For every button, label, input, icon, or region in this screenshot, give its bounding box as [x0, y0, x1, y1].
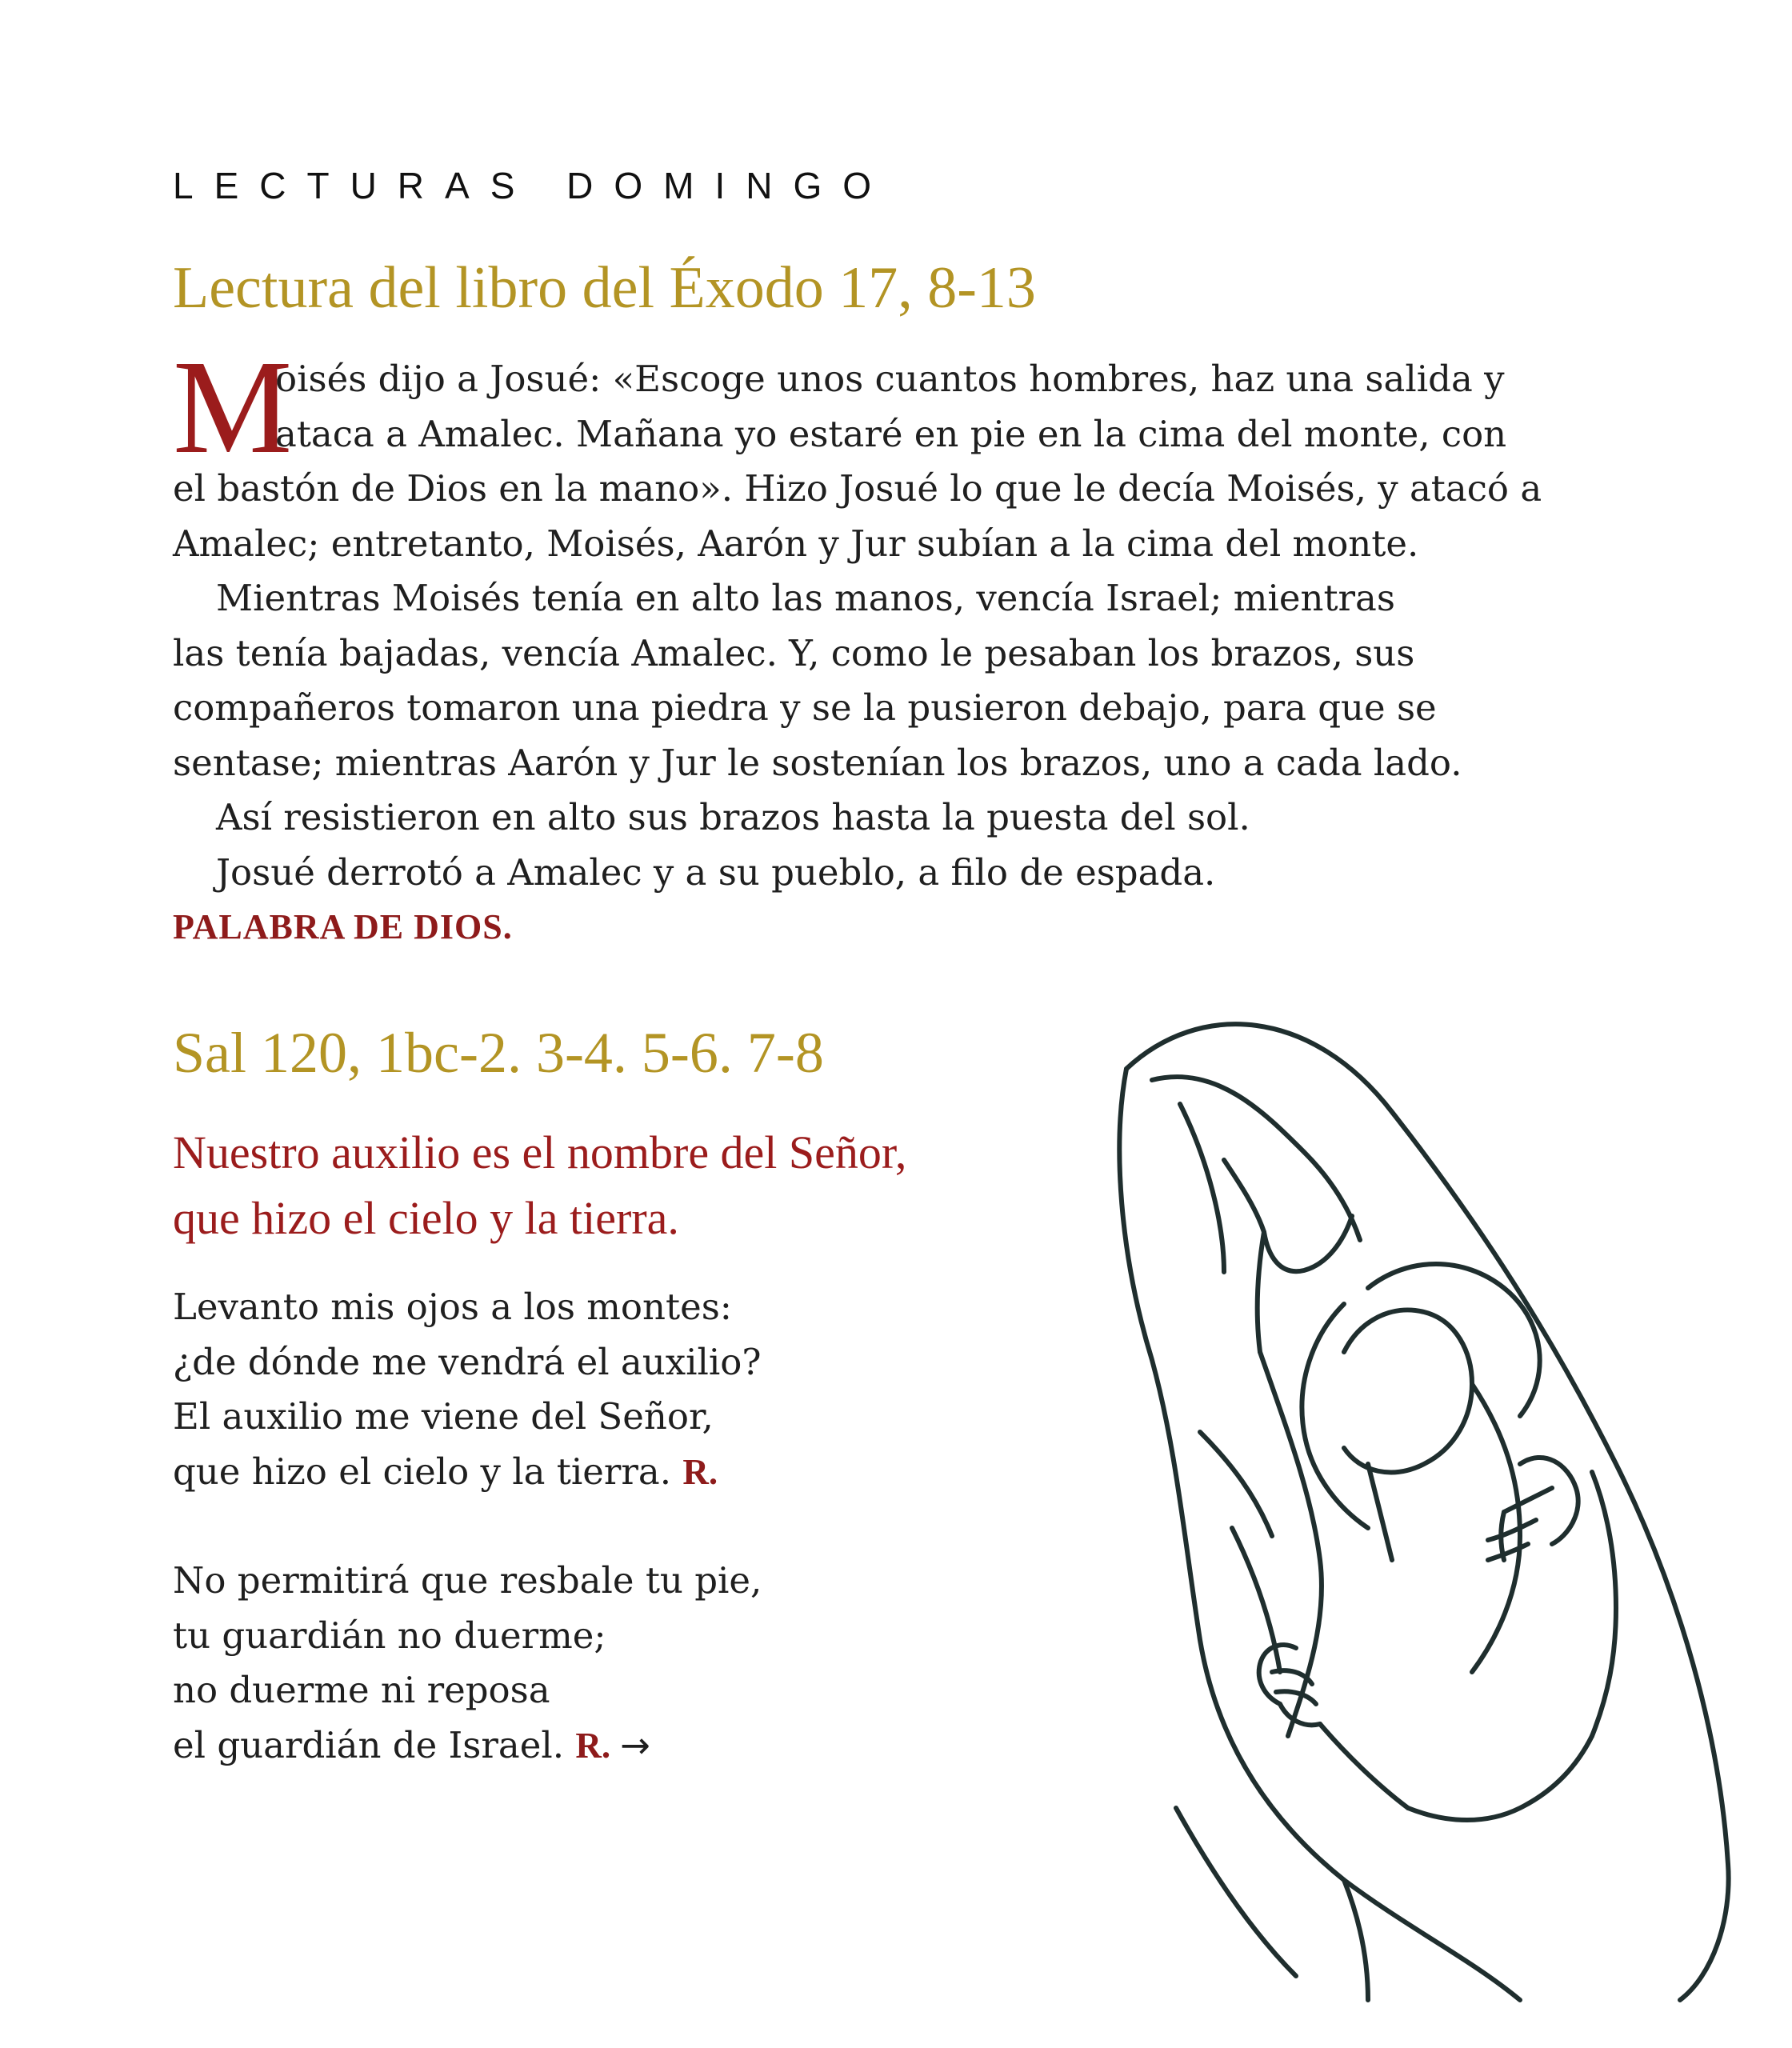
first-reading-title: Lectura del libro del Éxodo 17, 8-13 — [173, 255, 1036, 321]
stanza-line: ¿de dónde me vendrá el auxilio? — [173, 1340, 762, 1383]
drop-cap: M — [173, 333, 293, 482]
mother-and-child-illustration — [1104, 1016, 1760, 2008]
stanza-line — [173, 1718, 762, 1774]
stanza-line: El auxilio me viene del Señor, — [173, 1395, 714, 1438]
psalm-stanza-2 — [173, 1554, 762, 1773]
reading-line: Amalec; entretanto, Moisés, Aarón y Jur subían a la cima del monte. — [173, 522, 1419, 565]
reading-line: compañeros tomaron una piedra y se la pusieron debajo, para que se — [173, 686, 1437, 729]
reading-line: Mientras Moisés tenía en alto las manos, vencía Israel; mientras — [216, 577, 1395, 619]
stanza-line-text: que hizo el cielo y la tierra. — [173, 1450, 672, 1493]
psalm-stanza-1 — [173, 1280, 762, 1499]
stanza-line: No permitirá que resbale tu pie, — [173, 1559, 762, 1602]
stanza-line: tu guardián no duerme; — [173, 1614, 606, 1657]
continue-arrow-icon: → — [620, 1723, 650, 1766]
reading-line: ataca a Amalec. Mañana yo estaré en pie en la cima del monte, con — [275, 412, 1507, 455]
reading-line: Josué derrotó a Amalec y a su pueblo, a filo de espada. — [216, 850, 1216, 894]
psalm-response — [173, 1120, 906, 1251]
stanza-line: no duerme ni reposa — [173, 1669, 550, 1711]
reading-line: sentase; mientras Aarón y Jur le sostenían los brazos, uno a cada lado. — [173, 741, 1462, 784]
word-of-god-closing: PALABRA DE DIOS. — [173, 907, 513, 946]
response-marker: R. — [575, 1725, 611, 1766]
section-label: LECTURAS DOMINGO — [173, 165, 893, 206]
first-reading-body — [173, 333, 1542, 955]
response-line: Nuestro auxilio es el nombre del Señor, — [173, 1126, 907, 1178]
response-marker: R. — [682, 1451, 718, 1492]
response-line: que hizo el cielo y la tierra. — [173, 1192, 679, 1244]
stanza-line: Levanto mis ojos a los montes: — [173, 1286, 732, 1328]
psalm-title: Sal 120, 1bc-2. 3-4. 5-6. 7-8 — [173, 1021, 824, 1085]
reading-line: oisés dijo a Josué: «Escoge unos cuantos hombres, haz una salida y — [275, 358, 1505, 400]
stanza-line-text: el guardián de Israel. — [173, 1723, 565, 1766]
stanza-line — [173, 1445, 762, 1500]
reading-line: Así resistieron en alto sus brazos hasta la puesta del sol. — [216, 796, 1250, 838]
reading-line: el bastón de Dios en la mano». Hizo Josué lo que le decía Moisés, y atacó a — [173, 467, 1542, 510]
reading-line: las tenía bajadas, vencía Amalec. Y, como le pesaban los brazos, sus — [173, 631, 1415, 674]
